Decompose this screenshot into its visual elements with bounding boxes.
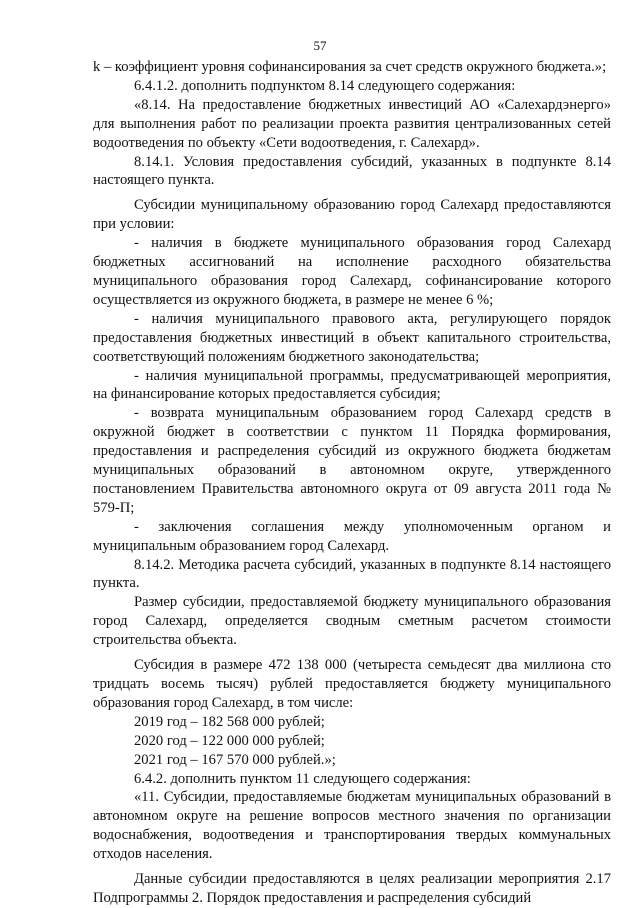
- list-item-year-2020: 2020 год – 122 000 000 рублей;: [134, 732, 325, 749]
- paragraph-8-14-2: 8.14.2. Методика расчета субсидий, указанных в подпункте 8.14 настоящего пункта.: [93, 556, 611, 592]
- list-item-legal-act: - наличия муниципального правового акта, регулирующего порядок предоставления бюджетных инвестиций в объект капитального строительства, соответствующий положениям бюджетного законодательства;: [93, 310, 611, 365]
- paragraph-subsidy-conditions: Субсидии муниципальному образованию город Салехард предоставляются при условии:: [93, 197, 611, 233]
- list-item-refund: - возврата муниципальным образованием город Салехард средств в окружной бюджет в соответствии с пунктом 11 Порядка формирования, предоставления и распределения субсидий из окружного бюджета бюджетам муниципальных образований в автономном округе, утвержденного постановлением Правительства автономного округа от 09 августа 2011 года № 579-П;: [93, 405, 611, 516]
- list-item-municipal-program: - наличия муниципальной программы, предусматривающей мероприятия, на финансирование которых предоставляется субсидия;: [93, 367, 611, 403]
- paragraph-6-4-2: 6.4.2. дополнить пунктом 11 следующего содержания:: [134, 770, 471, 787]
- list-item-agreement: - заключения соглашения между уполномоченным органом и муниципальным образованием город Салехард.: [93, 518, 611, 554]
- paragraph-11: «11. Субсидии, предоставляемые бюджетам муниципальных образований в автономном округе на решение вопросов местного значения по организации водоснабжения, водоотведения и транспортирования твердых коммунальных отходов населения.: [93, 789, 611, 863]
- paragraph-subsidy-size: Размер субсидии, предоставляемой бюджету муниципального образования город Салехард, определяется сводным сметным расчетом стоимости строительства объекта.: [93, 594, 611, 649]
- list-item-year-2019: 2019 год – 182 568 000 рублей;: [134, 713, 325, 730]
- paragraph-subsidy-amount: Субсидия в размере 472 138 000 (четыреста семьдесят два миллиона сто тридцать восемь тысяч) рублей предоставляется бюджету муниципального образования город Салехард, в том числе:: [93, 657, 611, 711]
- paragraph-8-14-1: 8.14.1. Условия предоставления субсидий, указанных в подпункте 8.14 настоящего пункта.: [93, 153, 611, 189]
- paragraph-subsidy-purpose: Данные субсидии предоставляются в целях реализации мероприятия 2.17 Подпрограммы 2. Порядок предоставления и распределения субсидий: [93, 871, 611, 906]
- page-number: 57: [313, 38, 327, 53]
- list-item-budget-allocation: - наличия в бюджете муниципального образования город Салехард бюджетных ассигнований на исполнение расходного обязательства муниципального образования город Салехард, софинансирование которого осуществляется из окружного бюджета, в размере не менее 6 %;: [93, 235, 611, 308]
- document-body: [93, 58, 611, 908]
- list-item-year-2021: 2021 год – 167 570 000 рублей.»;: [134, 751, 336, 768]
- paragraph-8-14: «8.14. На предоставление бюджетных инвестиций АО «Салехардэнерго» для выполнения работ по реализации проекта развития централизованных сетей водоотведения по объекту «Сети водоотведения, г. Салехард».: [93, 96, 611, 151]
- paragraph-k-coefficient: k – коэффициент уровня софинансирования за счет средств окружного бюджета.»;: [93, 59, 607, 75]
- paragraph-6-4-1-2: 6.4.1.2. дополнить подпунктом 8.14 следующего содержания:: [134, 77, 516, 94]
